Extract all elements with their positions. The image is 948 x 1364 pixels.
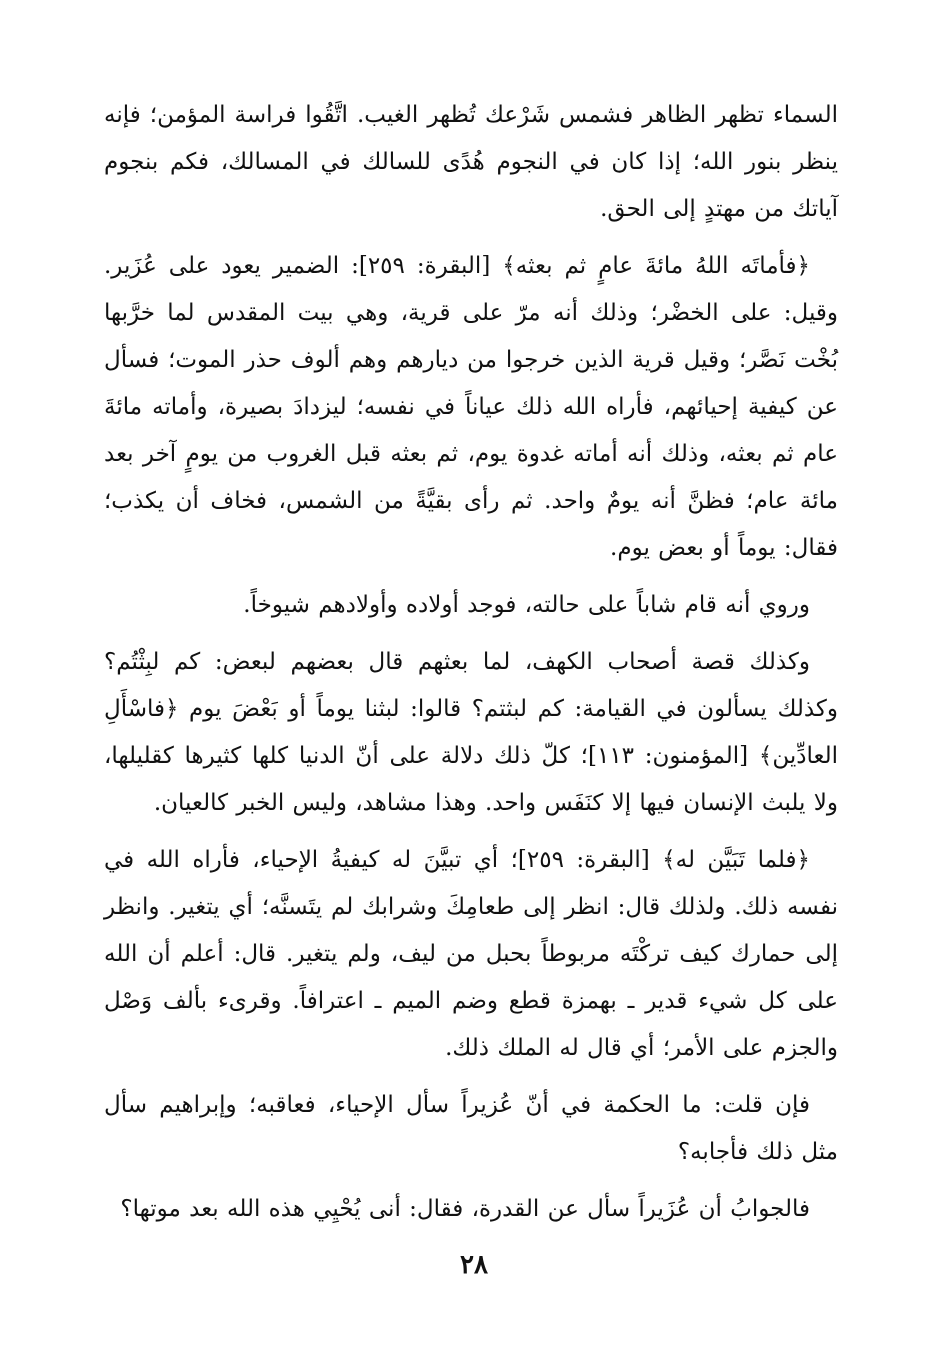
paragraph-2: ﴿فأماتَه اللهُ مائةَ عامٍ ثم بعثه﴾ [البقرة: ٢٥٩]: الضمير يعود على عُزَير. وقيل: على الخضْر؛ وذلك أنه مرّ على قرية، وهي بيت المقدس لما خرَّبها بُخْت نَصَّر؛ وقيل قرية الذين خرجوا من ديارهم وهم ألوف حذر الموت؛ فسأل عن كيفية إحيائهم، فأراه الله ذلك عياناً في نفسه؛ ليزدادَ بصيرة، وأماته مائةَ عام ثم بعثه، وذلك أنه أماته غدوة يوم، ثم بعثه قبل الغروب من يومٍ آخر بعد مائة عام؛ فظنَّ أنه يومٌ واحد. ثم رأى بقيَّةً من الشمس، فخاف أن يكذب؛ فقال: يوماً أو بعض يوم.	[104, 253, 838, 561]
paragraph-6: فإن قلت: ما الحكمة في أنّ عُزيراً سأل الإحياء، فعاقبه؛ وإبراهيم سأل مثل ذلك فأجابه؟	[104, 1092, 838, 1165]
page-number: ٢٨	[460, 1250, 488, 1280]
paragraph-3: وروي أنه قام شاباً على حالته، فوجد أولاده وأولادهم شيوخاً.	[243, 592, 810, 618]
paragraph-7: فالجوابُ أن عُزَيراً سأل عن القدرة، فقال: أنى يُحْيِي هذه الله بعد موتها؟	[120, 1196, 810, 1222]
paragraph-1: السماء تظهر الظاهر فشمس شَرْعك تُظهر الغيب. اتَّقُوا فراسة المؤمن؛ فإنه ينظر بنور الله؛ إذا كان في النجوم هُدًى للسالك في المسالك، فكم بنجوم آياتك من مهتدٍ إلى الحق.	[104, 102, 838, 222]
paragraph-5: ﴿فلما تَبَيَّن له﴾ [البقرة: ٢٥٩]؛ أي تبيَّنَ له كيفيةُ الإحياء، فأراه الله في نفسه ذلك. ولذلك قال: انظر إلى طعامِكَ وشرابك لم يتَسنَّه؛ أي يتغير. وانظر إلى حمارك كيف تركْتَه مربوطاً بحبل من ليف، ولم يتغير. قال: أعلم أن الله على كل شيء قدير ـ بهمزة قطع وضم الميم ـ اعترافاً. وقرىء بألف وَصْل والجزم على الأمر؛ أي قال له الملك ذلك.	[104, 847, 838, 1061]
paragraph-4: وكذلك قصة أصحاب الكهف، لما بعثهم قال بعضهم لبعض: كم لبِثْتُم؟ وكذلك يسألون في القيامة: كم لبثتم؟ قالوا: لبثنا يوماً أو بَعْضَ يوم ﴿فاسْأَلِ العادِّين﴾ [المؤمنون: ١١٣]؛ كلّ ذلك دلالة على أنّ الدنيا كلها كثيرها كقليلها، ولا يلبث الإنسان فيها إلا كنَفَس واحد. وهذا مشاهد، وليس الخبر كالعيان.	[104, 649, 838, 816]
